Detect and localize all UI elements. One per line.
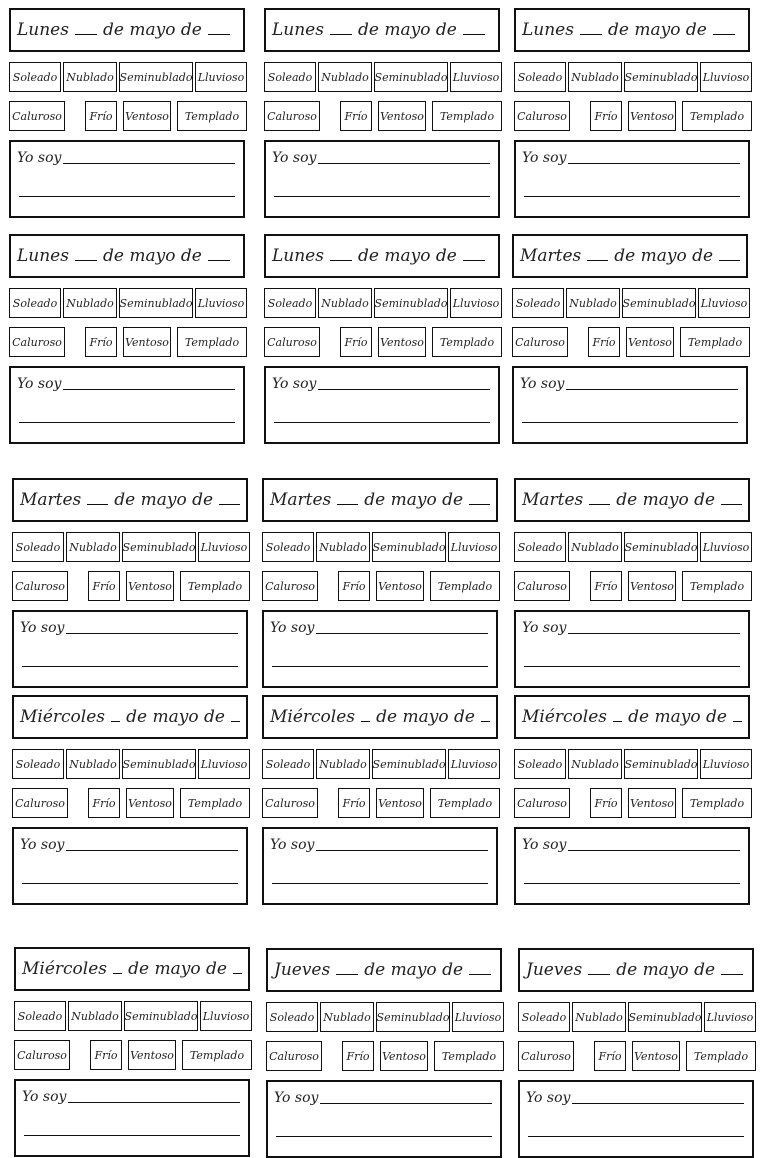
yo-soy-label: Yo soy <box>270 837 315 853</box>
sky-option-chip[interactable]: Soleado <box>262 532 314 562</box>
sky-option-chip[interactable]: Nublado <box>566 288 620 318</box>
card-title <box>514 695 750 739</box>
card-title <box>264 8 500 52</box>
yo-soy-box <box>262 827 498 905</box>
temperature-option-chip[interactable]: Caluroso <box>14 1040 70 1070</box>
temperature-option-chip[interactable]: Frío <box>338 571 370 601</box>
temperature-option-chip[interactable]: Frío <box>88 571 120 601</box>
temperature-option-chip[interactable]: Ventoso <box>628 101 676 131</box>
day-name: Martes <box>522 490 584 510</box>
temperature-option-chip[interactable]: Ventoso <box>376 788 424 818</box>
sky-option-chip[interactable]: Soleado <box>266 1002 318 1032</box>
sky-options <box>514 749 752 779</box>
day-name: Martes <box>520 246 582 266</box>
writing-line[interactable] <box>568 850 740 851</box>
sky-options <box>264 288 502 318</box>
sky-options <box>518 1002 756 1032</box>
sky-option-chip[interactable]: Lluvioso <box>198 532 250 562</box>
sky-option-chip[interactable]: Nublado <box>63 62 117 92</box>
month-text: de mayo de <box>126 707 225 727</box>
card-title <box>9 8 245 52</box>
yo-soy-box <box>514 827 750 905</box>
sky-option-chip[interactable]: Nublado <box>318 62 372 92</box>
temperature-options <box>266 1041 504 1071</box>
yo-soy-label: Yo soy <box>272 376 317 392</box>
card-title <box>514 478 750 522</box>
sky-option-chip[interactable]: Soleado <box>9 288 61 318</box>
sky-options <box>512 288 750 318</box>
sky-option-chip[interactable]: Nublado <box>568 62 622 92</box>
writing-line[interactable] <box>274 422 490 423</box>
yo-soy-box <box>514 610 750 688</box>
sky-options <box>12 532 250 562</box>
temperature-options <box>9 327 247 357</box>
temperature-option-chip[interactable]: Ventoso <box>126 571 174 601</box>
sky-options <box>12 749 250 779</box>
year-blank[interactable] <box>721 504 742 505</box>
year-blank[interactable] <box>463 260 485 261</box>
day-name: Lunes <box>17 20 69 40</box>
sky-options <box>514 532 752 562</box>
temperature-options <box>518 1041 756 1071</box>
card-title <box>12 478 248 522</box>
sky-option-chip[interactable]: Soleado <box>262 749 314 779</box>
sky-option-chip[interactable]: Seminublado <box>624 532 698 562</box>
date-blank[interactable] <box>580 34 602 35</box>
temperature-option-chip[interactable]: Caluroso <box>12 571 68 601</box>
month-text: de mayo de <box>357 20 457 40</box>
sky-option-chip[interactable]: Lluvioso <box>195 288 247 318</box>
temperature-option-chip[interactable]: Caluroso <box>12 788 68 818</box>
yo-soy-box <box>266 1080 502 1158</box>
sky-option-chip[interactable]: Lluvioso <box>200 1001 252 1031</box>
writing-line[interactable] <box>568 633 740 634</box>
temperature-options <box>262 788 500 818</box>
temperature-option-chip[interactable]: Frío <box>340 327 372 357</box>
sky-option-chip[interactable]: Seminublado <box>374 288 448 318</box>
date-blank[interactable] <box>336 974 358 975</box>
temperature-option-chip[interactable]: Ventoso <box>632 1041 680 1071</box>
temperature-option-chip[interactable]: Templado <box>432 101 502 131</box>
temperature-option-chip[interactable]: Ventoso <box>123 101 171 131</box>
month-text: de mayo de <box>628 707 727 727</box>
temperature-options <box>514 788 752 818</box>
writing-line[interactable] <box>528 1136 744 1137</box>
month-text: de mayo de <box>102 20 202 40</box>
temperature-option-chip[interactable]: Frío <box>90 1040 122 1070</box>
date-blank[interactable] <box>113 973 122 974</box>
sky-option-chip[interactable]: Nublado <box>63 288 117 318</box>
temperature-option-chip[interactable]: Frío <box>342 1041 374 1071</box>
temperature-option-chip[interactable]: Caluroso <box>262 788 318 818</box>
day-name: Miércoles <box>22 959 108 979</box>
writing-line[interactable] <box>22 883 238 884</box>
temperature-option-chip[interactable]: Templado <box>430 571 500 601</box>
yo-soy-box <box>9 366 245 444</box>
year-blank[interactable] <box>208 260 230 261</box>
sky-option-chip[interactable]: Soleado <box>512 288 564 318</box>
sky-option-chip[interactable]: Lluvioso <box>448 749 500 779</box>
yo-soy-label: Yo soy <box>270 620 315 636</box>
yo-soy-label: Yo soy <box>522 620 567 636</box>
sky-options <box>266 1002 504 1032</box>
temperature-option-chip[interactable]: Templado <box>432 327 502 357</box>
month-text: de mayo de <box>364 490 464 510</box>
temperature-option-chip[interactable]: Templado <box>180 571 250 601</box>
writing-line[interactable] <box>68 1102 240 1103</box>
yo-soy-box <box>14 1079 250 1157</box>
day-name: Lunes <box>272 246 324 266</box>
card-title <box>514 8 750 52</box>
yo-soy-box <box>264 140 500 218</box>
temperature-option-chip[interactable]: Caluroso <box>9 101 65 131</box>
date-blank[interactable] <box>75 260 97 261</box>
temperature-option-chip[interactable]: Ventoso <box>626 327 674 357</box>
year-blank[interactable] <box>233 973 242 974</box>
temperature-option-chip[interactable]: Templado <box>680 327 750 357</box>
temperature-options <box>12 788 250 818</box>
temperature-option-chip[interactable]: Frío <box>340 101 372 131</box>
sky-option-chip[interactable]: Nublado <box>66 532 120 562</box>
year-blank[interactable] <box>481 721 490 722</box>
temperature-option-chip[interactable]: Frío <box>85 327 117 357</box>
temperature-option-chip[interactable]: Ventoso <box>378 101 426 131</box>
sky-options <box>9 62 247 92</box>
yo-soy-label: Yo soy <box>20 620 65 636</box>
year-blank[interactable] <box>733 721 742 722</box>
writing-line[interactable] <box>63 389 235 390</box>
temperature-option-chip[interactable]: Frío <box>588 327 620 357</box>
yo-soy-label: Yo soy <box>522 150 567 166</box>
writing-line[interactable] <box>524 883 740 884</box>
yo-soy-box <box>518 1080 754 1158</box>
sky-option-chip[interactable]: Nublado <box>568 749 622 779</box>
card-title <box>512 234 748 278</box>
temperature-option-chip[interactable]: Templado <box>682 101 752 131</box>
sky-option-chip[interactable]: Seminublado <box>374 62 448 92</box>
temperature-option-chip[interactable]: Ventoso <box>128 1040 176 1070</box>
sky-option-chip[interactable]: Soleado <box>514 532 566 562</box>
temperature-options <box>12 571 250 601</box>
writing-line[interactable] <box>272 666 488 667</box>
sky-option-chip[interactable]: Nublado <box>320 1002 374 1032</box>
sky-options <box>262 749 500 779</box>
writing-line[interactable] <box>572 1103 744 1104</box>
sky-option-chip[interactable]: Seminublado <box>372 532 446 562</box>
temperature-option-chip[interactable]: Templado <box>177 327 247 357</box>
year-blank[interactable] <box>719 260 740 261</box>
writing-line[interactable] <box>318 389 490 390</box>
temperature-option-chip[interactable]: Ventoso <box>376 571 424 601</box>
day-name: Miércoles <box>270 707 356 727</box>
yo-soy-label: Yo soy <box>17 150 62 166</box>
sky-option-chip[interactable]: Seminublado <box>372 749 446 779</box>
date-blank[interactable] <box>589 504 610 505</box>
day-name: Lunes <box>522 20 574 40</box>
sky-option-chip[interactable]: Nublado <box>316 532 370 562</box>
yo-soy-label: Yo soy <box>17 376 62 392</box>
temperature-option-chip[interactable]: Templado <box>177 101 247 131</box>
sky-option-chip[interactable]: Lluvioso <box>448 532 500 562</box>
card-title <box>262 695 498 739</box>
sky-option-chip[interactable]: Nublado <box>568 532 622 562</box>
day-name: Martes <box>270 490 332 510</box>
sky-option-chip[interactable]: Nublado <box>318 288 372 318</box>
temperature-option-chip[interactable]: Caluroso <box>262 571 318 601</box>
writing-line[interactable] <box>568 163 740 164</box>
temperature-option-chip[interactable]: Frío <box>590 571 622 601</box>
year-blank[interactable] <box>463 34 485 35</box>
yo-soy-label: Yo soy <box>20 837 65 853</box>
day-name: Miércoles <box>522 707 608 727</box>
sky-option-chip[interactable]: Lluvioso <box>698 288 750 318</box>
temperature-option-chip[interactable]: Frío <box>88 788 120 818</box>
temperature-option-chip[interactable]: Caluroso <box>514 101 570 131</box>
writing-line[interactable] <box>63 163 235 164</box>
temperature-option-chip[interactable]: Templado <box>686 1041 756 1071</box>
date-blank[interactable] <box>111 721 120 722</box>
writing-line[interactable] <box>22 666 238 667</box>
date-blank[interactable] <box>361 721 370 722</box>
sky-options <box>9 288 247 318</box>
writing-line[interactable] <box>320 1103 492 1104</box>
temperature-option-chip[interactable]: Frío <box>594 1041 626 1071</box>
sky-option-chip[interactable]: Soleado <box>12 749 64 779</box>
writing-line[interactable] <box>566 389 738 390</box>
writing-line[interactable] <box>524 666 740 667</box>
sky-option-chip[interactable]: Lluvioso <box>704 1002 756 1032</box>
temperature-option-chip[interactable]: Frío <box>338 788 370 818</box>
temperature-options <box>514 101 752 131</box>
yo-soy-box <box>264 366 500 444</box>
writing-line[interactable] <box>66 850 238 851</box>
sky-options <box>264 62 502 92</box>
month-text: de mayo de <box>128 959 227 979</box>
sky-option-chip[interactable]: Seminublado <box>122 749 196 779</box>
writing-line[interactable] <box>522 422 738 423</box>
year-blank[interactable] <box>721 974 743 975</box>
sky-option-chip[interactable]: Soleado <box>518 1002 570 1032</box>
day-name: Lunes <box>272 20 324 40</box>
temperature-option-chip[interactable]: Caluroso <box>9 327 65 357</box>
card-title <box>9 234 245 278</box>
yo-soy-label: Yo soy <box>520 376 565 392</box>
temperature-option-chip[interactable]: Ventoso <box>628 571 676 601</box>
sky-option-chip[interactable]: Seminublado <box>119 288 193 318</box>
temperature-option-chip[interactable]: Ventoso <box>123 327 171 357</box>
month-text: de mayo de <box>376 707 475 727</box>
sky-option-chip[interactable]: Lluvioso <box>700 749 752 779</box>
date-blank[interactable] <box>330 260 352 261</box>
sky-option-chip[interactable]: Soleado <box>14 1001 66 1031</box>
month-text: de mayo de <box>114 490 214 510</box>
sky-option-chip[interactable]: Nublado <box>66 749 120 779</box>
writing-line[interactable] <box>316 850 488 851</box>
yo-soy-box <box>9 140 245 218</box>
writing-line[interactable] <box>276 1136 492 1137</box>
sky-option-chip[interactable]: Lluvioso <box>700 62 752 92</box>
sky-option-chip[interactable]: Seminublado <box>624 62 698 92</box>
sky-option-chip[interactable]: Seminublado <box>628 1002 702 1032</box>
month-text: de mayo de <box>102 246 202 266</box>
temperature-option-chip[interactable]: Frío <box>85 101 117 131</box>
card-title <box>518 948 754 992</box>
temperature-option-chip[interactable]: Caluroso <box>512 327 568 357</box>
yo-soy-label: Yo soy <box>522 837 567 853</box>
writing-line[interactable] <box>274 196 490 197</box>
sky-options <box>514 62 752 92</box>
temperature-option-chip[interactable]: Caluroso <box>514 571 570 601</box>
day-name: Jueves <box>526 960 583 980</box>
yo-soy-label: Yo soy <box>22 1089 67 1105</box>
date-blank[interactable] <box>337 504 358 505</box>
month-text: de mayo de <box>614 246 714 266</box>
yo-soy-label: Yo soy <box>274 1090 319 1106</box>
temperature-option-chip[interactable]: Frío <box>590 788 622 818</box>
date-blank[interactable] <box>75 34 97 35</box>
temperature-options <box>514 571 752 601</box>
date-blank[interactable] <box>588 974 610 975</box>
day-name: Miércoles <box>20 707 106 727</box>
month-text: de mayo de <box>616 490 716 510</box>
yo-soy-label: Yo soy <box>526 1090 571 1106</box>
yo-soy-box <box>512 366 748 444</box>
temperature-option-chip[interactable]: Templado <box>682 788 752 818</box>
card-title <box>14 947 250 991</box>
date-blank[interactable] <box>330 34 352 35</box>
yo-soy-box <box>12 610 248 688</box>
sky-option-chip[interactable]: Nublado <box>68 1001 122 1031</box>
temperature-options <box>264 101 502 131</box>
yo-soy-box <box>12 827 248 905</box>
month-text: de mayo de <box>607 20 707 40</box>
sky-option-chip[interactable]: Lluvioso <box>450 288 502 318</box>
sky-option-chip[interactable]: Lluvioso <box>198 749 250 779</box>
sky-option-chip[interactable]: Nublado <box>572 1002 626 1032</box>
sky-option-chip[interactable]: Seminublado <box>376 1002 450 1032</box>
year-blank[interactable] <box>219 504 240 505</box>
sky-option-chip[interactable]: Soleado <box>514 749 566 779</box>
sky-options <box>14 1001 252 1031</box>
writing-line[interactable] <box>272 883 488 884</box>
temperature-option-chip[interactable]: Frío <box>590 101 622 131</box>
sky-option-chip[interactable]: Lluvioso <box>195 62 247 92</box>
writing-line[interactable] <box>316 633 488 634</box>
temperature-option-chip[interactable]: Caluroso <box>264 327 320 357</box>
card-title <box>264 234 500 278</box>
sky-options <box>262 532 500 562</box>
sky-option-chip[interactable]: Soleado <box>9 62 61 92</box>
temperature-options <box>262 571 500 601</box>
sky-option-chip[interactable]: Lluvioso <box>452 1002 504 1032</box>
writing-line[interactable] <box>524 196 740 197</box>
sky-option-chip[interactable]: Soleado <box>514 62 566 92</box>
yo-soy-box <box>262 610 498 688</box>
sky-option-chip[interactable]: Seminublado <box>122 532 196 562</box>
temperature-option-chip[interactable]: Ventoso <box>126 788 174 818</box>
sky-option-chip[interactable]: Soleado <box>264 288 316 318</box>
sky-option-chip[interactable]: Seminublado <box>622 288 696 318</box>
temperature-option-chip[interactable]: Templado <box>682 571 752 601</box>
temperature-option-chip[interactable]: Ventoso <box>380 1041 428 1071</box>
temperature-option-chip[interactable]: Templado <box>180 788 250 818</box>
year-blank[interactable] <box>469 504 490 505</box>
card-title <box>12 695 248 739</box>
temperature-option-chip[interactable]: Caluroso <box>264 101 320 131</box>
writing-line[interactable] <box>19 196 235 197</box>
year-blank[interactable] <box>208 34 230 35</box>
sky-option-chip[interactable]: Nublado <box>316 749 370 779</box>
writing-line[interactable] <box>318 163 490 164</box>
temperature-option-chip[interactable]: Templado <box>434 1041 504 1071</box>
sky-option-chip[interactable]: Soleado <box>264 62 316 92</box>
date-blank[interactable] <box>87 504 108 505</box>
year-blank[interactable] <box>469 974 491 975</box>
day-name: Lunes <box>17 246 69 266</box>
temperature-options <box>512 327 750 357</box>
temperature-option-chip[interactable]: Caluroso <box>518 1041 574 1071</box>
temperature-option-chip[interactable]: Templado <box>430 788 500 818</box>
writing-line[interactable] <box>66 633 238 634</box>
temperature-options <box>264 327 502 357</box>
card-title <box>262 478 498 522</box>
temperature-option-chip[interactable]: Templado <box>182 1040 252 1070</box>
date-blank[interactable] <box>587 260 608 261</box>
card-title <box>266 948 502 992</box>
writing-line[interactable] <box>19 422 235 423</box>
yo-soy-label: Yo soy <box>272 150 317 166</box>
year-blank[interactable] <box>231 721 240 722</box>
sky-option-chip[interactable]: Lluvioso <box>700 532 752 562</box>
temperature-option-chip[interactable]: Caluroso <box>514 788 570 818</box>
day-name: Martes <box>20 490 82 510</box>
sky-option-chip[interactable]: Seminublado <box>124 1001 198 1031</box>
temperature-option-chip[interactable]: Ventoso <box>378 327 426 357</box>
day-name: Jueves <box>274 960 331 980</box>
month-text: de mayo de <box>364 960 464 980</box>
sky-option-chip[interactable]: Soleado <box>12 532 64 562</box>
temperature-option-chip[interactable]: Caluroso <box>266 1041 322 1071</box>
year-blank[interactable] <box>713 34 735 35</box>
sky-option-chip[interactable]: Lluvioso <box>450 62 502 92</box>
month-text: de mayo de <box>357 246 457 266</box>
sky-option-chip[interactable]: Seminublado <box>624 749 698 779</box>
yo-soy-box <box>514 140 750 218</box>
sky-option-chip[interactable]: Seminublado <box>119 62 193 92</box>
temperature-option-chip[interactable]: Ventoso <box>628 788 676 818</box>
temperature-options <box>14 1040 252 1070</box>
writing-line[interactable] <box>24 1135 240 1136</box>
temperature-options <box>9 101 247 131</box>
month-text: de mayo de <box>616 960 716 980</box>
date-blank[interactable] <box>613 721 622 722</box>
